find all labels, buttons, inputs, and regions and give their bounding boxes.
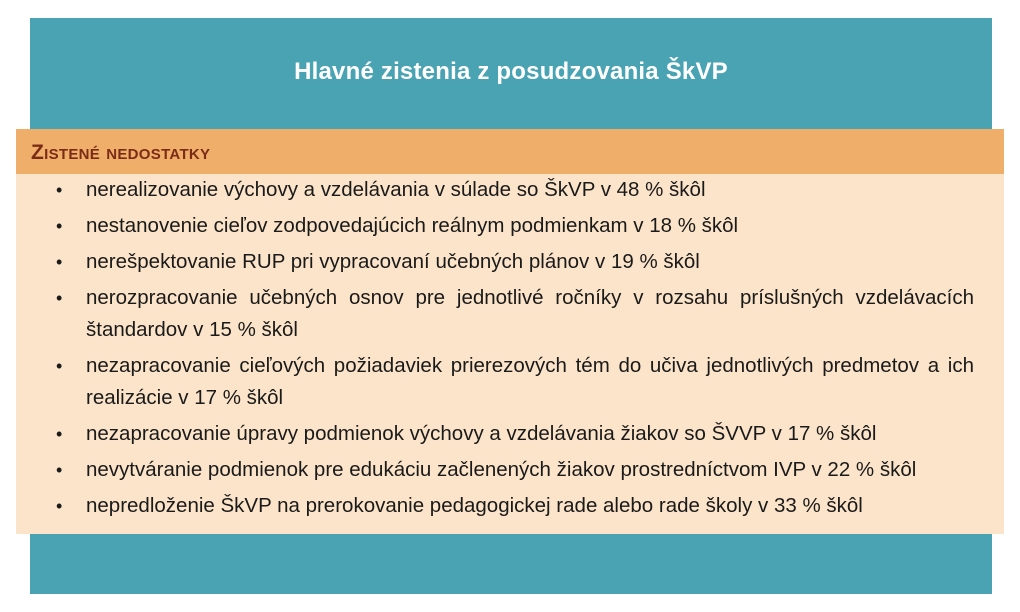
section-header: Zistené nedostatky [31,141,211,164]
list-item [16,246,1004,278]
list-item [16,418,1004,450]
list-item-text: nerešpektovanie RUP pri vypracovaní učebných plánov v 19 % škôl [86,250,700,273]
bullet-icon: • [56,180,63,200]
bullet-icon: • [56,424,63,444]
bullet-icon: • [56,216,63,236]
list-item-text: nestanovenie cieľov zodpovedajúcich reálnym podmienkam v 18 % škôl [86,214,739,237]
list-item [16,210,1004,242]
list-item-text: nerozpracovanie učebných osnov pre jednotlivé ročníky v rozsahu príslušných vzdelávacích štandardov v 15 % škôl [86,286,974,341]
bullet-icon: • [56,288,63,308]
findings-panel [16,129,1004,534]
list-item-text: nevytváranie podmienok pre edukáciu začlenených žiakov prostredníctvom IVP v 22 % škôl [86,458,917,481]
page-title: Hlavné zistenia z posudzovania ŠkVP [294,58,728,85]
bullet-icon: • [56,356,63,376]
list-item-text: nerealizovanie výchovy a vzdelávania v súlade so ŠkVP v 48 % škôl [86,178,706,201]
list-item [16,490,1004,522]
list-item-text: nezapracovanie úpravy podmienok výchovy a vzdelávania žiakov so ŠVVP v 17 % škôl [86,422,877,445]
list-item [16,350,1004,414]
list-item-text: nepredloženie ŠkVP na prerokovanie pedagogickej rade alebo rade školy v 33 % škôl [86,494,863,517]
findings-list [16,174,1004,522]
list-item [16,174,1004,206]
list-item-text: nezapracovanie cieľových požiadaviek prierezových tém do učiva jednotlivých predmetov a ich realizácie v 17 % škôl [86,354,974,409]
list-item [16,454,1004,486]
section-header-band [16,129,1004,174]
bullet-icon: • [56,252,63,272]
bullet-icon: • [56,460,63,480]
bullet-icon: • [56,496,63,516]
list-item [16,282,1004,346]
